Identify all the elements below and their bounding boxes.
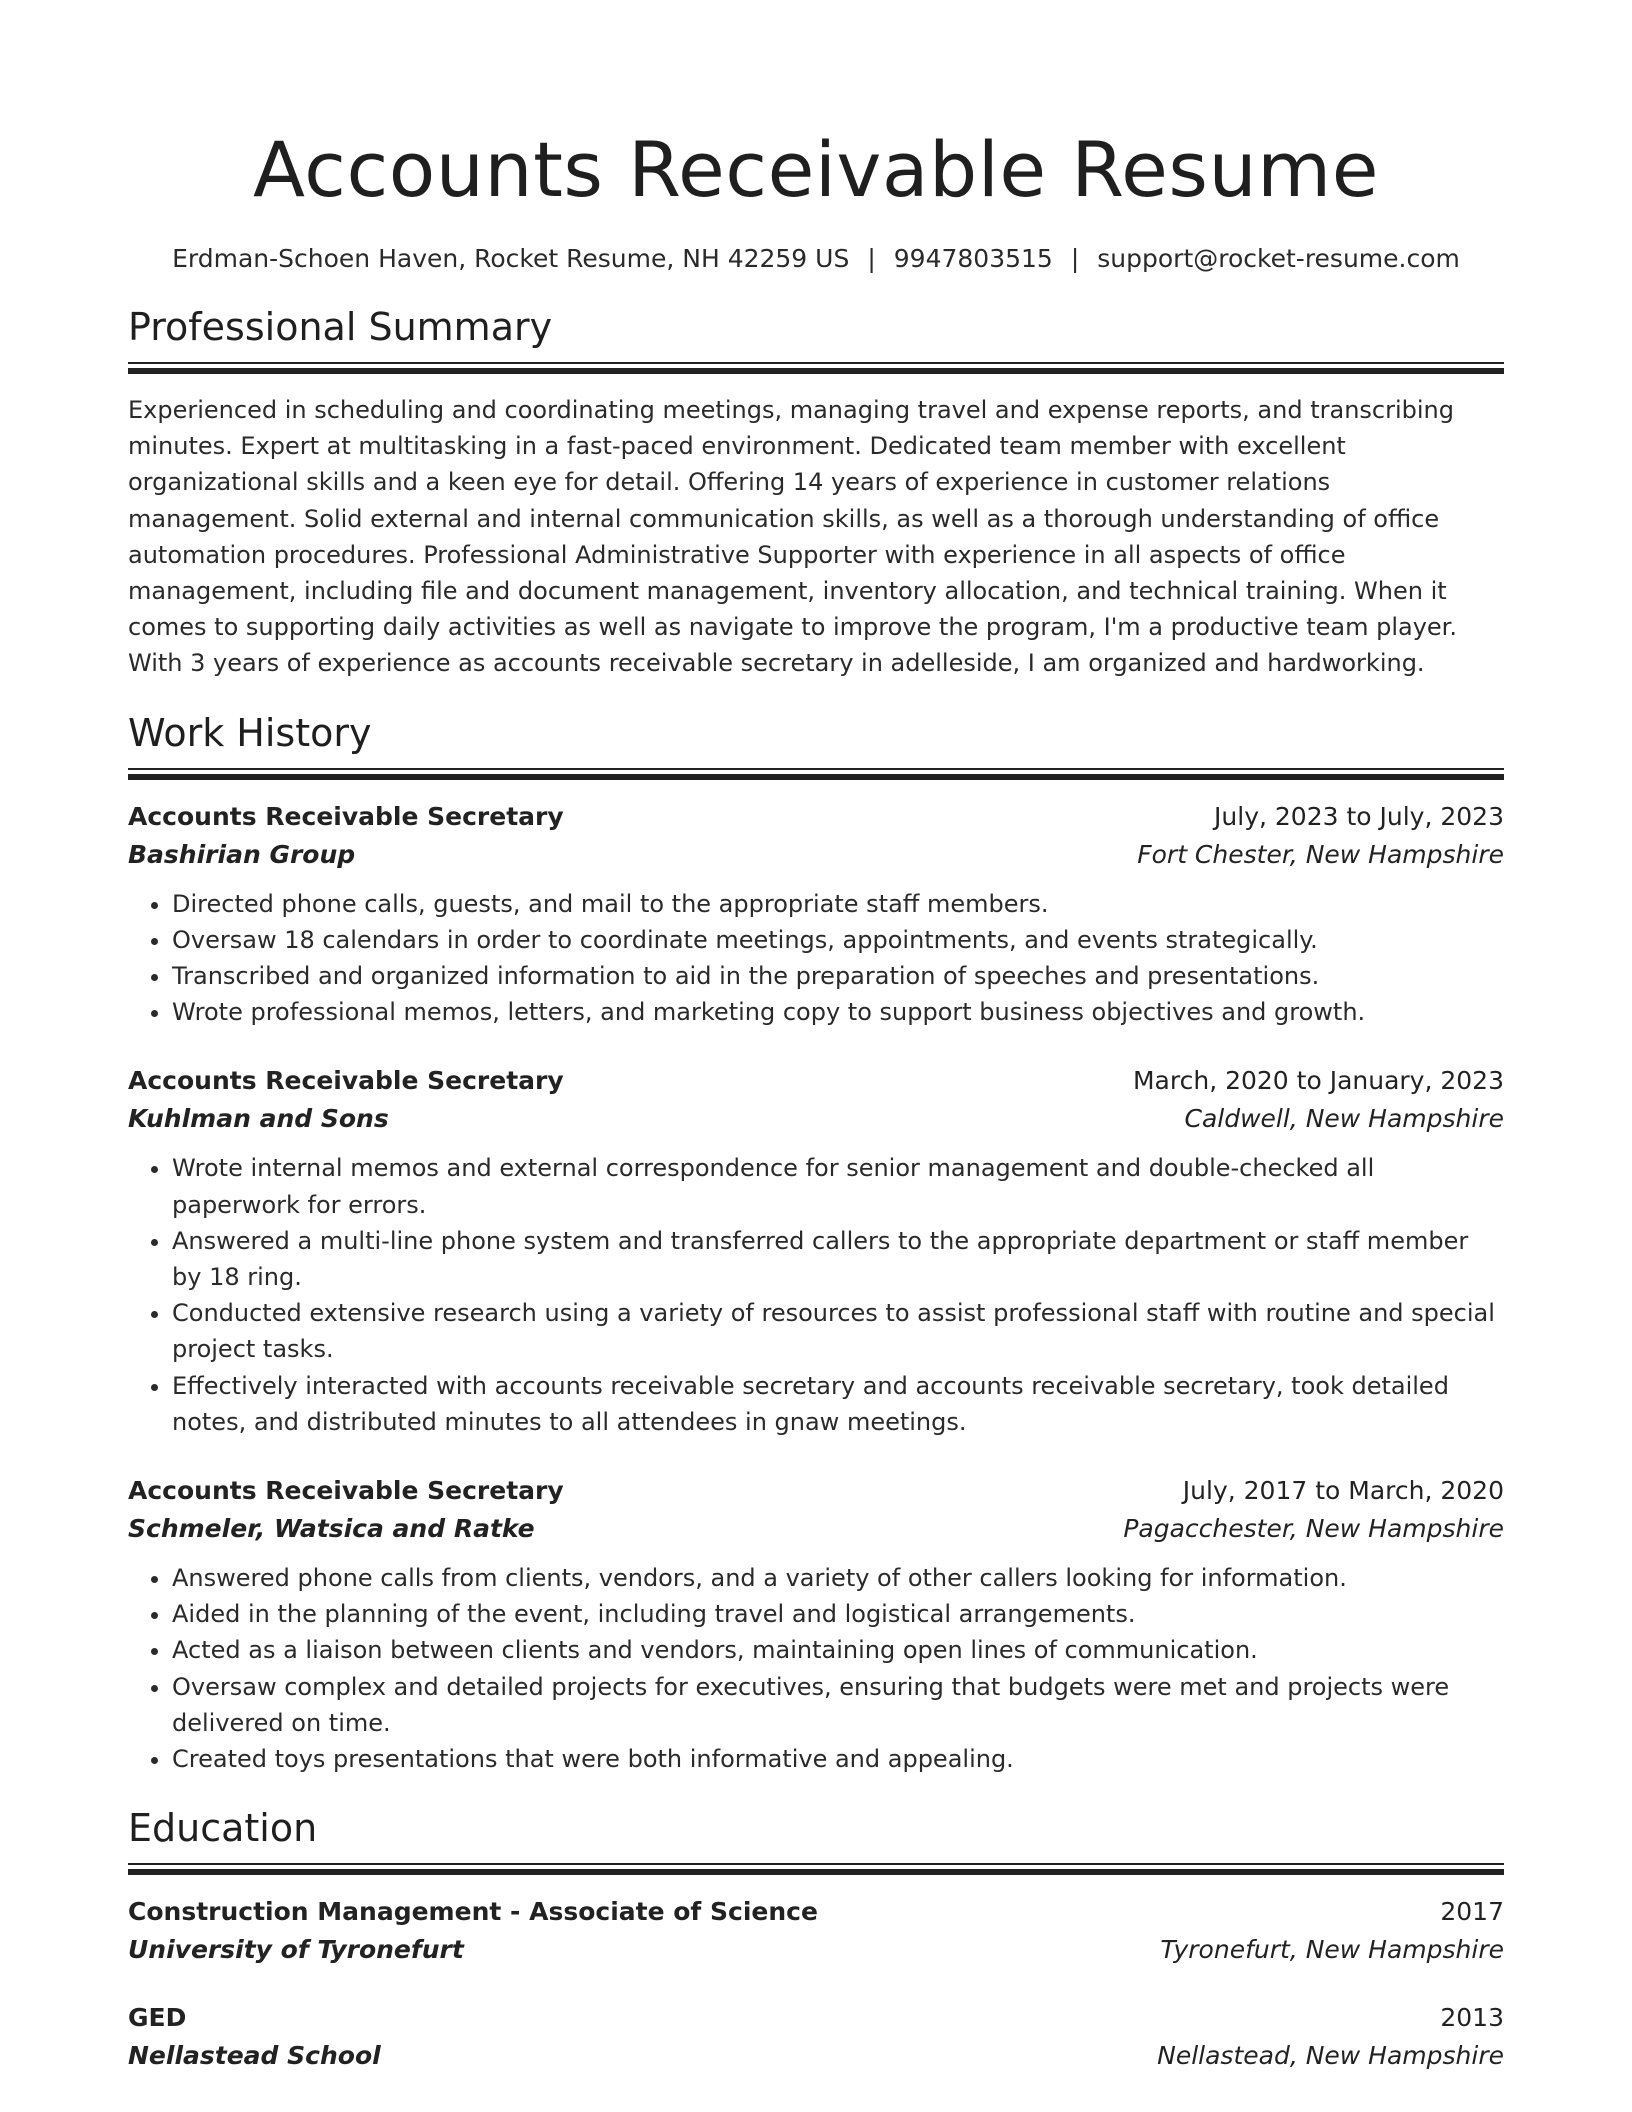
education-section — [128, 1803, 1504, 2075]
job-bullets — [128, 886, 1504, 1031]
education-year: 2017 — [1440, 1897, 1504, 1927]
job-title: Accounts Receivable Secretary — [128, 1476, 564, 1506]
education-year: 2013 — [1440, 2003, 1504, 2033]
list-item: • Oversaw 18 calendars in order to coordinate meetings, appointments, and events strategically. — [172, 922, 1504, 958]
contact-separator: | — [1070, 244, 1080, 273]
education-school: Nellastead School — [128, 2041, 381, 2071]
section-title-work-history: Work History — [128, 710, 372, 755]
list-item: • Conducted extensive research using a variety of resources to assist professional staff with routine and special project tasks. — [172, 1295, 1504, 1367]
education-entry — [128, 1893, 1504, 1969]
list-item: • Acted as a liaison between clients and vendors, maintaining open lines of communication. — [172, 1632, 1504, 1668]
job-location: Caldwell, New Hampshire — [1184, 1104, 1504, 1134]
list-item: • Wrote internal memos and external correspondence for senior management and double-checked all paperwork for errors. — [172, 1150, 1504, 1222]
education-degree: Construction Management - Associate of Science — [128, 1897, 818, 1927]
job-dates: July, 2017 to March, 2020 — [1182, 1476, 1504, 1506]
list-item: • Wrote professional memos, letters, and marketing copy to support business objectives and growth. — [172, 994, 1504, 1030]
summary-text: Experienced in scheduling and coordinating meetings, managing travel and expense reports, and transcribing minutes. Expert at multitasking in a fast-paced environment. Dedicated team member with excellent organizational skills and a keen eye for detail. Offering 14 years of experience in customer relations management. Solid external and internal communication skills, as well as a thorough understanding of office automation procedures. Professional Administrative Supporter with experience in all aspects of office management, including file and document management, inventory allocation, and technical training. When it comes to supporting daily activities as well as navigate to improve the program, I'm a productive team player. With 3 years of experience as accounts receivable secretary in adelleside, I am organized and hardworking. — [128, 396, 1457, 678]
section-title-summary: Professional Summary — [128, 305, 553, 349]
job-location: Fort Chester, New Hampshire — [1137, 839, 1504, 869]
education-school: University of Tyronefurt — [128, 1935, 464, 1965]
job-entry — [128, 1062, 1504, 1440]
section-divider — [128, 768, 1504, 780]
job-company: Bashirian Group — [128, 839, 356, 869]
contact-line — [128, 242, 1504, 276]
education-degree: GED — [128, 2003, 187, 2033]
job-entry — [128, 1472, 1504, 1777]
section-divider — [128, 362, 1504, 374]
list-item: • Effectively interacted with accounts receivable secretary and accounts receivable secretary, took detailed notes, and distributed minutes to all attendees in gnaw meetings. — [172, 1368, 1504, 1440]
list-item: • Aided in the planning of the event, including travel and logistical arrangements. — [172, 1596, 1504, 1632]
list-item: • Oversaw complex and detailed projects for executives, ensuring that budgets were met and projects were delivered on time. — [172, 1669, 1504, 1741]
contact-phone: 9947803515 — [893, 244, 1053, 273]
job-title: Accounts Receivable Secretary — [128, 801, 564, 831]
education-location: Nellastead, New Hampshire — [1157, 2041, 1504, 2071]
job-bullets — [128, 1150, 1504, 1440]
job-entry — [128, 798, 1504, 1031]
job-company: Kuhlman and Sons — [128, 1104, 389, 1134]
education-entry — [128, 1999, 1504, 2075]
list-item: • Answered a multi-line phone system and transferred callers to the appropriate department or staff member by 18 ring. — [172, 1223, 1504, 1295]
list-item: • Transcribed and organized information to aid in the preparation of speeches and presentations. — [172, 958, 1504, 994]
job-location: Pagacchester, New Hampshire — [1123, 1514, 1504, 1544]
job-dates: March, 2020 to January, 2023 — [1132, 1066, 1504, 1096]
list-item: • Answered phone calls from clients, vendors, and a variety of other callers looking for information. — [172, 1560, 1504, 1596]
section-title-education: Education — [128, 1806, 318, 1851]
job-bullets — [128, 1560, 1504, 1777]
job-dates: July, 2023 to July, 2023 — [1214, 801, 1504, 831]
contact-address: Erdman-Schoen Haven, Rocket Resume, NH 42259 US — [172, 244, 850, 273]
resume-title: Accounts Receivable Resume — [253, 125, 1379, 214]
list-item: • Created toys presentations that were both informative and appealing. — [172, 1741, 1504, 1777]
section-divider — [128, 1863, 1504, 1875]
contact-separator: | — [867, 244, 876, 273]
job-title: Accounts Receivable Secretary — [128, 1066, 564, 1096]
contact-email: support@rocket-resume.com — [1097, 244, 1460, 273]
work-history-section — [128, 708, 1504, 1778]
list-item: • Directed phone calls, guests, and mail to the appropriate staff members. — [172, 886, 1504, 922]
resume-page — [128, 120, 1504, 2105]
education-location: Tyronefurt, New Hampshire — [1160, 1935, 1504, 1965]
summary-section — [128, 302, 1504, 682]
job-company: Schmeler, Watsica and Ratke — [128, 1514, 535, 1544]
